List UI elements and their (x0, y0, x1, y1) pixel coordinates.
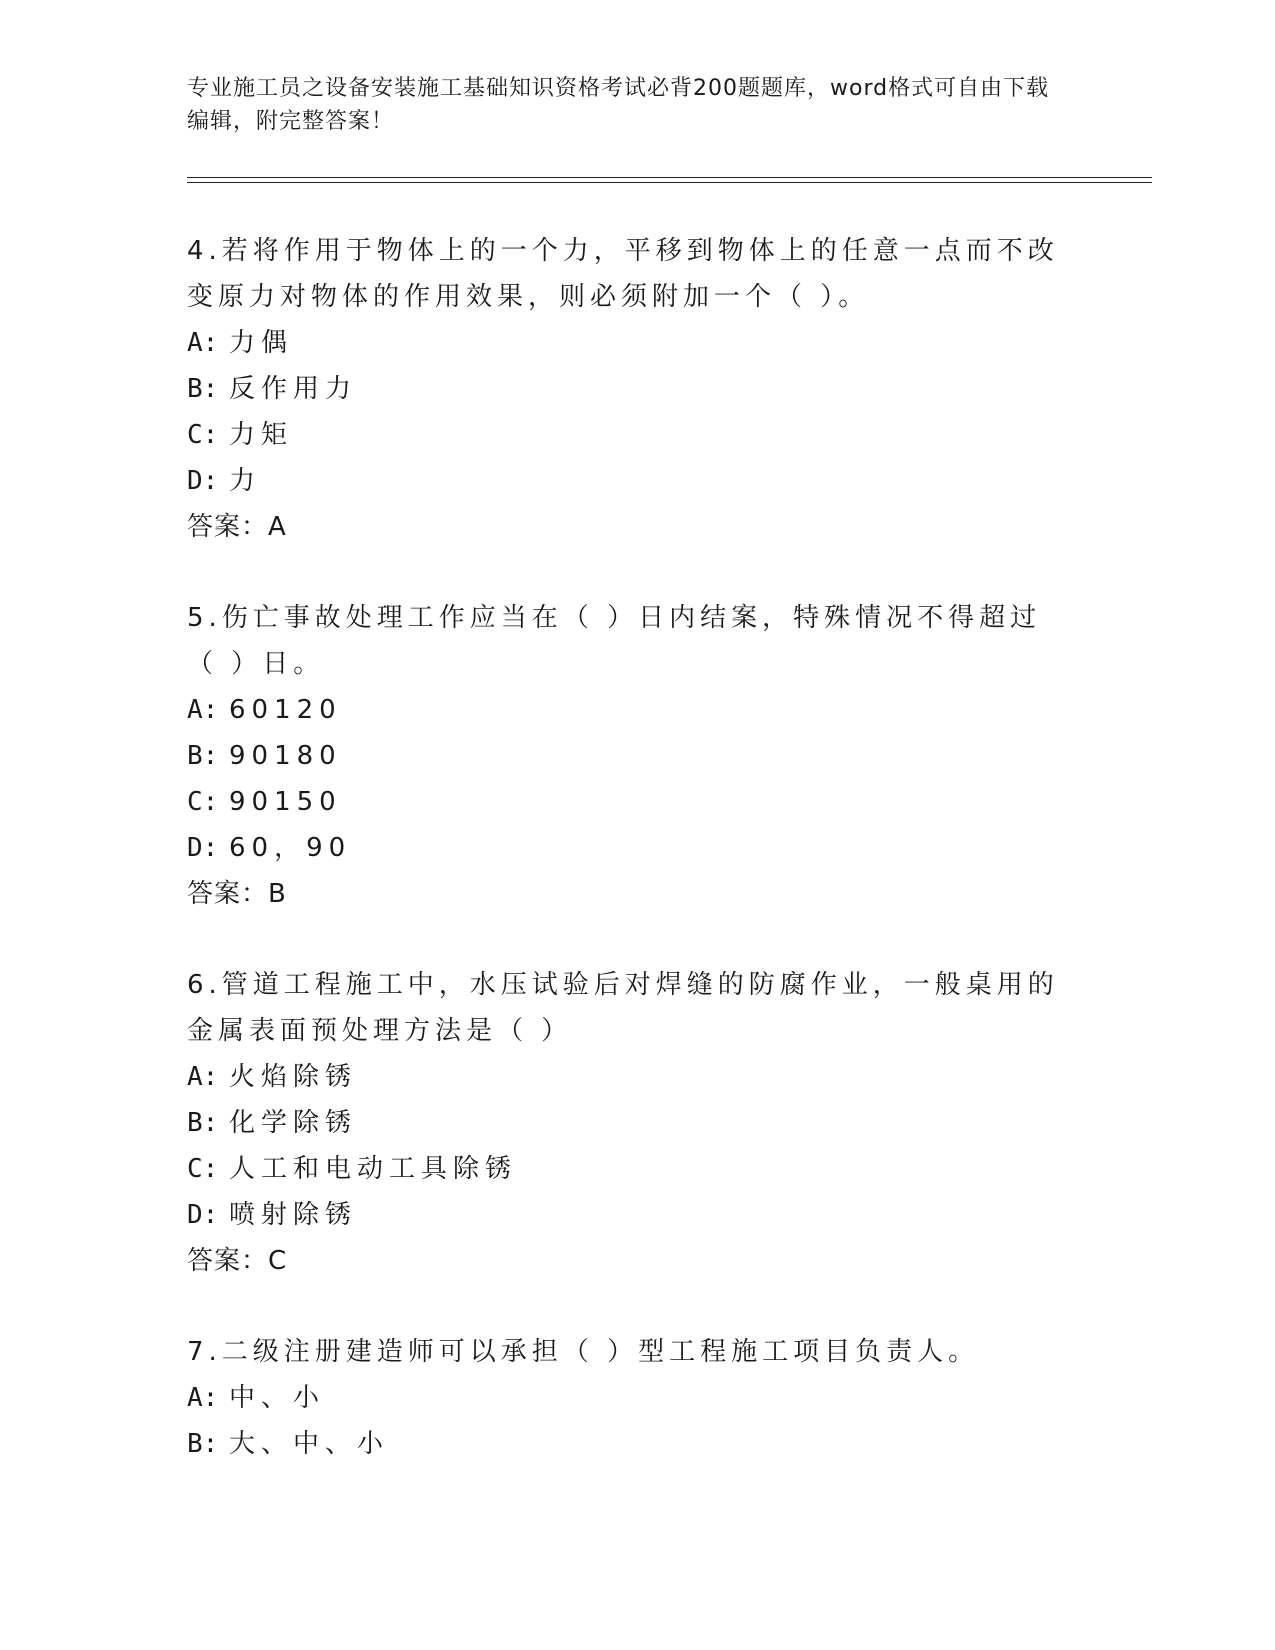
option-c (187, 779, 1067, 825)
option-b (187, 366, 1067, 412)
question-text: 4.若将作用于物体上的一个力，平移到物体上的任意一点而不改变原力对物体的作用效果，则必须附加一个（ ）。 (187, 236, 1059, 312)
option-text: 90150 (229, 787, 342, 817)
option-text: 60，90 (229, 833, 352, 863)
question-item (187, 228, 1067, 550)
question-text: 5.伤亡事故处理工作应当在（ ）日内结案，特殊情况不得超过（ ）日。 (187, 603, 1042, 679)
header-divider-bottom (187, 182, 1152, 183)
option-text: 大、中、小 (229, 1429, 390, 1459)
option-letter: A: (187, 328, 219, 358)
option-c (187, 412, 1067, 458)
option-text: 90180 (229, 741, 342, 771)
question-list (187, 228, 1067, 1512)
option-text: 力 (229, 466, 262, 496)
option-letter: A: (187, 1062, 219, 1092)
answer-line: 答案：C (187, 1246, 288, 1276)
option-letter: D: (187, 466, 219, 496)
option-letter: A: (187, 1383, 219, 1413)
option-a (187, 320, 1067, 366)
option-letter: D: (187, 833, 219, 863)
option-letter: B: (187, 1108, 219, 1138)
option-letter: D: (187, 1200, 219, 1230)
header-divider-top (187, 177, 1152, 178)
option-letter: B: (187, 374, 219, 404)
question-item (187, 1329, 1067, 1467)
option-text: 中、小 (229, 1383, 326, 1413)
answer-line: 答案：A (187, 512, 287, 542)
option-a (187, 687, 1067, 733)
option-a (187, 1054, 1067, 1100)
answer-line: 答案：B (187, 879, 287, 909)
option-c (187, 1146, 1067, 1192)
option-text: 化学除锈 (229, 1108, 358, 1138)
option-text: 火焰除锈 (229, 1062, 358, 1092)
option-text: 喷射除锈 (229, 1200, 358, 1230)
option-letter: C: (187, 1154, 219, 1184)
option-text: 力矩 (229, 420, 294, 450)
option-d (187, 1192, 1067, 1238)
option-text: 60120 (229, 695, 342, 725)
option-letter: B: (187, 1429, 219, 1459)
question-item (187, 962, 1067, 1284)
option-a (187, 1375, 1067, 1421)
option-letter: A: (187, 695, 219, 725)
document-header: 专业施工员之设备安装施工基础知识资格考试必背200题题库，word格式可自由下载编辑，附完整答案！ (187, 76, 1050, 134)
option-b (187, 733, 1067, 779)
option-d (187, 825, 1067, 871)
option-b (187, 1100, 1067, 1146)
option-text: 反作用力 (229, 374, 358, 404)
question-text: 6.管道工程施工中，水压试验后对焊缝的防腐作业，一般桌用的金属表面预处理方法是（ ） (187, 970, 1059, 1046)
option-b (187, 1421, 1067, 1467)
question-item (187, 595, 1067, 917)
option-letter: C: (187, 420, 219, 450)
option-text: 力偶 (229, 328, 294, 358)
option-d (187, 458, 1067, 504)
question-text: 7.二级注册建造师可以承担（ ）型工程施工项目负责人。 (187, 1337, 980, 1367)
option-text: 人工和电动工具除锈 (229, 1154, 518, 1184)
option-letter: B: (187, 741, 219, 771)
option-letter: C: (187, 787, 219, 817)
